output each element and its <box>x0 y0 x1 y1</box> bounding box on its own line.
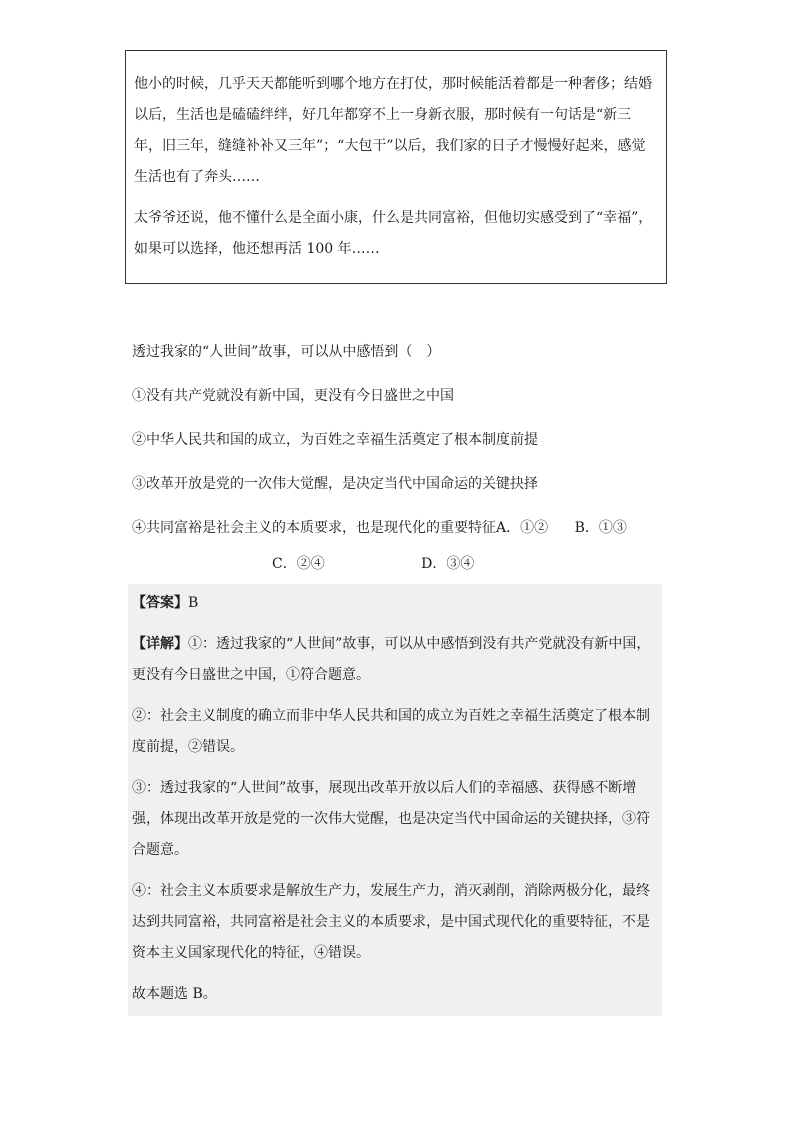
detail-2: ②：社会主义制度的确立而非中华人民共和国的成立为百姓之幸福生活奠定了根本制度前提，②错误。 <box>132 708 650 755</box>
question-stem: 透过我家的“人世间”故事，可以从中感悟到（ ） <box>132 344 441 360</box>
statement-3: ③改革开放是党的一次伟大觉醒，是决定当代中国命运的关键抉择 <box>132 476 538 492</box>
passage-box <box>125 50 667 284</box>
answer-label: 【答案】 <box>132 595 188 611</box>
statement-2: ②中华人民共和国的成立，为百姓之幸福生活奠定了根本制度前提 <box>132 432 538 448</box>
answer-value: B <box>188 595 199 611</box>
statement-1: ①没有共产党就没有新中国，更没有今日盛世之中国 <box>132 388 454 404</box>
detail-1-text: ①：透过我家的“人世间”故事，可以从中感悟到没有共产党就没有新中国，更没有今日盛世之中国，①符合题意。 <box>132 636 651 683</box>
passage-paragraph-2: 太爷爷还说，他不懂什么是全面小康，什么是共同富裕，但他切实感受到了“幸福”，如果可以选择，他还想再活 100 年…… <box>134 210 653 257</box>
option-a: A．①② <box>496 520 549 536</box>
conclusion: 故本题选 B。 <box>132 986 217 1002</box>
detail-1 <box>132 629 658 691</box>
passage-paragraph-1: 他小的时候，几乎天天都能听到哪个地方在打仗，那时候能活着都是一种奢侈；结婚以后，生活也是磕磕绊绊，好几年都穿不上一身新衣服，那时候有一句话是“新三年，旧三年，缝缝补补又三年”；“大包干”以后，我们家的日子才慢慢好起来，感觉生活也有了奔头…… <box>134 76 652 185</box>
detail-label: 【详解】 <box>132 636 188 652</box>
option-b: B．①③ <box>574 520 627 536</box>
statement-4-with-options <box>132 506 672 550</box>
option-c: C．②④ <box>272 556 325 572</box>
detail-4: ④：社会主义本质要求是解放生产力，发展生产力，消灭剥削，消除两极分化，最终达到共同富裕，共同富裕是社会主义的本质要求，是中国式现代化的重要特征，不是资本主义国家现代化的特征，④错误。 <box>132 883 650 961</box>
question-block <box>132 330 672 578</box>
statement-4: ④共同富裕是社会主义的本质要求，也是现代化的重要特征 <box>132 520 496 536</box>
answer-line <box>132 588 658 619</box>
options-row-2 <box>132 550 672 578</box>
option-d: D．③④ <box>421 556 475 572</box>
answer-block <box>128 584 662 1016</box>
detail-3: ③：透过我家的“人世间”故事，展现出改革开放以后人们的幸福感、获得感不断增强，体现出改革开放是党的一次伟大觉醒，也是决定当代中国命运的关键抉择，③符合题意。 <box>132 780 650 858</box>
